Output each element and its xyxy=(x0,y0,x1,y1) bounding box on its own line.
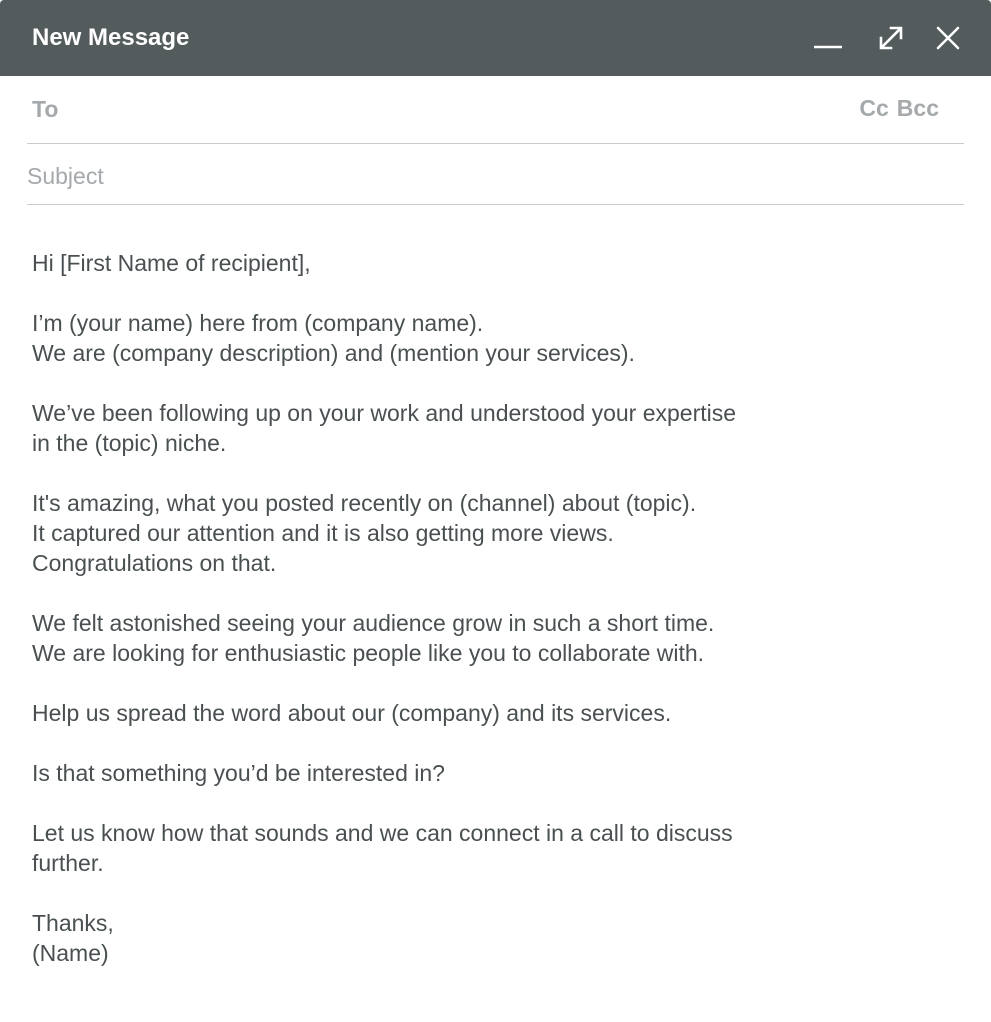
body-line: Help us spread the word about our (company) and its services. xyxy=(32,700,672,726)
body-line: We are (company description) and (mention your services). xyxy=(32,340,635,366)
body-paragraph xyxy=(32,488,952,578)
body-paragraph xyxy=(32,398,952,458)
message-body-editor[interactable] xyxy=(32,248,952,988)
body-line: Congratulations on that. xyxy=(32,550,277,576)
close-icon xyxy=(928,18,968,58)
body-line: (Name) xyxy=(32,940,109,966)
body-paragraph xyxy=(32,758,952,788)
body-line: in the (topic) niche. xyxy=(32,430,227,456)
compose-title: New Message xyxy=(32,24,190,51)
body-line: Hi [First Name of recipient], xyxy=(32,250,311,276)
body-line: further. xyxy=(32,850,104,876)
body-line: Is that something you’d be interested in? xyxy=(32,760,445,786)
body-paragraph xyxy=(32,608,952,668)
cc-bcc-links xyxy=(859,95,939,122)
expand-icon xyxy=(871,18,911,58)
to-row xyxy=(27,76,964,144)
body-paragraph xyxy=(32,698,952,728)
subject-row xyxy=(27,143,964,205)
body-line: I’m (your name) here from (company name). xyxy=(32,310,484,336)
body-line: It's amazing, what you posted recently on (channel) about (topic). xyxy=(32,490,697,516)
body-line: It captured our attention and it is also getting more views. xyxy=(32,520,614,546)
close-button[interactable] xyxy=(928,18,968,58)
subject-input[interactable] xyxy=(27,161,957,191)
body-line: We are looking for enthusiastic people like you to collaborate with. xyxy=(32,640,705,666)
bcc-link[interactable]: Bcc xyxy=(896,95,939,121)
expand-button[interactable] xyxy=(871,18,911,58)
body-line: Thanks, xyxy=(32,910,114,936)
minimize-button[interactable] xyxy=(808,18,848,58)
compose-titlebar xyxy=(0,0,991,76)
body-paragraph xyxy=(32,308,952,368)
body-paragraph xyxy=(32,818,952,878)
minimize-icon xyxy=(808,18,848,58)
body-paragraph xyxy=(32,248,952,278)
body-line: Let us know how that sounds and we can connect in a call to discuss xyxy=(32,820,733,846)
cc-link[interactable]: Cc xyxy=(859,95,889,121)
body-line: We’ve been following up on your work and understood your expertise xyxy=(32,400,737,426)
body-paragraph xyxy=(32,908,952,968)
body-line: We felt astonished seeing your audience grow in such a short time. xyxy=(32,610,715,636)
to-input[interactable] xyxy=(32,94,812,124)
